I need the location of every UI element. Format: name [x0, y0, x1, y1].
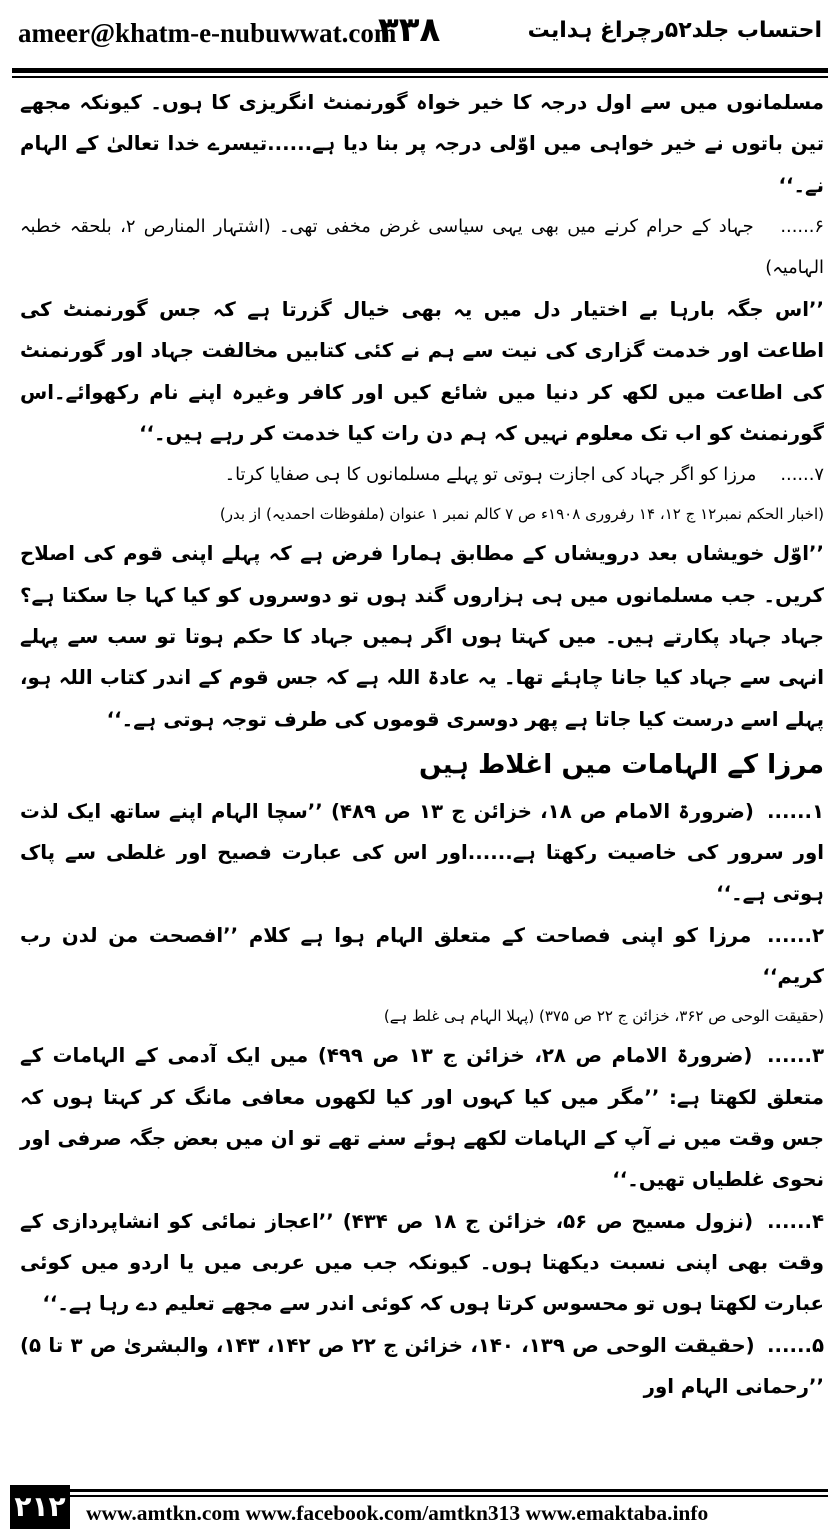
item-number: ۶......	[780, 216, 825, 238]
section-heading: مرزا کے الہامات میں اغلاط ہیں	[418, 749, 824, 780]
header-book-title: احتساب جلد۵۲رچراغ ہدایت	[527, 18, 822, 43]
item-number: ۷......	[780, 464, 824, 486]
header-page-number: ۳۳۸	[378, 10, 441, 50]
paragraph: مسلمانوں میں سے اول درجہ کا خیر خواہ گورنمنٹ انگریزی کا ہوں۔ کیونکہ مجھے تین باتوں نے خیر خواہی میں اوّلی درجہ پر بنا دیا ہے......تیسرے خدا تعالیٰ کے الہام نے۔‘‘	[20, 91, 824, 197]
numbered-item	[20, 1325, 824, 1408]
item-text: (ضرورۃ الامام ص ۱۸، خزائن ج ۱۳ ص ۴۸۹) ’’سچا الہام اپنے ساتھ ایک لذت اور سرور کی خاصیت رکھتا ہے......اور اس کی عبارت فصیح اور غلطی سے پاک ہوتی ہے۔‘‘	[20, 799, 824, 906]
item-number: ۵......	[766, 1333, 824, 1357]
numbered-item	[20, 206, 824, 289]
item-text: جہاد کے حرام کرنے میں بھی یہی سیاسی غرض مخفی تھی۔ (اشتہار المنارص ۲، بلحقہ خطبہ الہامیہ)	[20, 216, 824, 279]
item-text: مرزا کو اگر جہاد کی اجازت ہوتی تو پہلے مسلمانوں کا ہی صفایا کرتا۔	[224, 464, 757, 486]
item-text: (نزول مسیح ص ۵۶، خزائن ج ۱۸ ص ۴۳۴) ’’اعجاز نمائی کو انشاپردازی کے وقت بھی اپنی نسبت دیکھتا ہوں۔ کیونکہ جب میں عربی میں یا اردو میں کوئی عبارت لکھتا ہوں تو محسوس کرتا ہوں کہ کوئی اندر سے مجھے تعلیم دے رہا ہے۔‘‘	[20, 1209, 824, 1316]
numbered-item	[20, 1201, 824, 1325]
numbered-item	[20, 791, 824, 915]
page-content	[20, 82, 824, 1407]
numbered-item	[20, 915, 824, 998]
item-number: ۱......	[767, 799, 825, 823]
header-rule-thick	[12, 68, 828, 73]
item-text: (ضرورۃ الامام ص ۲۸، خزائن ج ۱۳ ص ۴۹۹) میں ایک آدمی کے الہامات کے متعلق لکھتا ہے: ’’مگر میں کیا کہوں اور کیا لکھوں معافی مانگ کر کہتا ہوں کہ جس وقت میں نے آپ کے الہامات لکھے ہوئے سنے تھے تو ان میں بعض جگہ صرفی اور نحوی غلطیاں تھیں۔‘‘	[20, 1044, 824, 1192]
footer-rule-thin	[70, 1495, 828, 1497]
reference: (حقیقت الوحی ص ۳۶۲، خزائن ج ۲۲ ص ۳۷۵) (پہلا الہام ہی غلط ہے)	[383, 1006, 824, 1025]
header-email: ameer@khatm-e-nubuwwat.com	[18, 18, 397, 48]
item-text: مرزا کو اپنی فصاحت کے متعلق الہام ہوا ہے کلام ’’افصحت من لدن رب کریم‘‘	[20, 923, 824, 989]
item-number: ۳......	[766, 1044, 825, 1068]
footer-urls: www.amtkn.com www.facebook.com/amtkn313 www.emaktaba.info	[86, 1501, 709, 1525]
item-text: (حقیقت الوحی ص ۱۳۹، ۱۴۰، خزائن ج ۲۲ ص ۱۴۲، ۱۴۳، والبشریٰ ص ۳ تا ۵) ’’رحمانی الہام اور	[20, 1333, 824, 1399]
footer-page-number: ۲۱۲	[10, 1485, 70, 1529]
header-rule-thin	[12, 76, 828, 78]
numbered-item	[20, 1035, 824, 1200]
numbered-item	[20, 454, 824, 495]
quote-block: ’’اس جگہ بارہا بے اختیار دل میں یہ بھی خیال گزرتا ہے کہ جس گورنمنٹ کی اطاعت اور خدمت گزاری کی نیت سے ہم نے کئی کتابیں مخالفت جہاد اور گورنمنٹ کی اطاعت میں لکھ کر دنیا میں شائع کیں اور کافر وغیرہ اپنے نام رکھوائے۔اس گورنمنٹ کو اب تک معلوم نہیں کہ ہم دن رات کیا خدمت کر رہے ہیں۔‘‘	[20, 297, 824, 445]
item-number: ۲......	[766, 923, 824, 947]
item-number: ۴......	[766, 1209, 824, 1233]
reference: (اخبار الحکم نمبر۱۲ ج ۱۲، ۱۴ رفروری ۱۹۰۸ء ص ۷ کالم نمبر ۱ عنوان (ملفوظات احمدیہ) از بدر)	[219, 504, 824, 523]
footer-rule-thick	[70, 1489, 828, 1492]
quote-block: ’’اوّل خویشاں بعد درویشاں کے مطابق ہمارا فرض ہے کہ پہلے اپنی قوم کی اصلاح کریں۔ جب مسلمانوں میں ہی ہزاروں گند ہوں تو دوسروں کو کیا کہا جا سکتا ہے؟ جہاد جہاد پکارتے ہیں۔ میں کہتا ہوں اگر ہمیں جہاد کا حکم ہوتا تو سب سے پہلے انہی سے جہاد کیا جانا چاہئے تھا۔ یہ عادۃ اللہ ہے کہ جس قوم کے اندر کتاب اللہ ہو، پہلے اسے درست کیا جاتا ہے پھر دوسری قوموں کی طرف توجہ ہوتی ہے۔‘‘	[20, 542, 824, 731]
